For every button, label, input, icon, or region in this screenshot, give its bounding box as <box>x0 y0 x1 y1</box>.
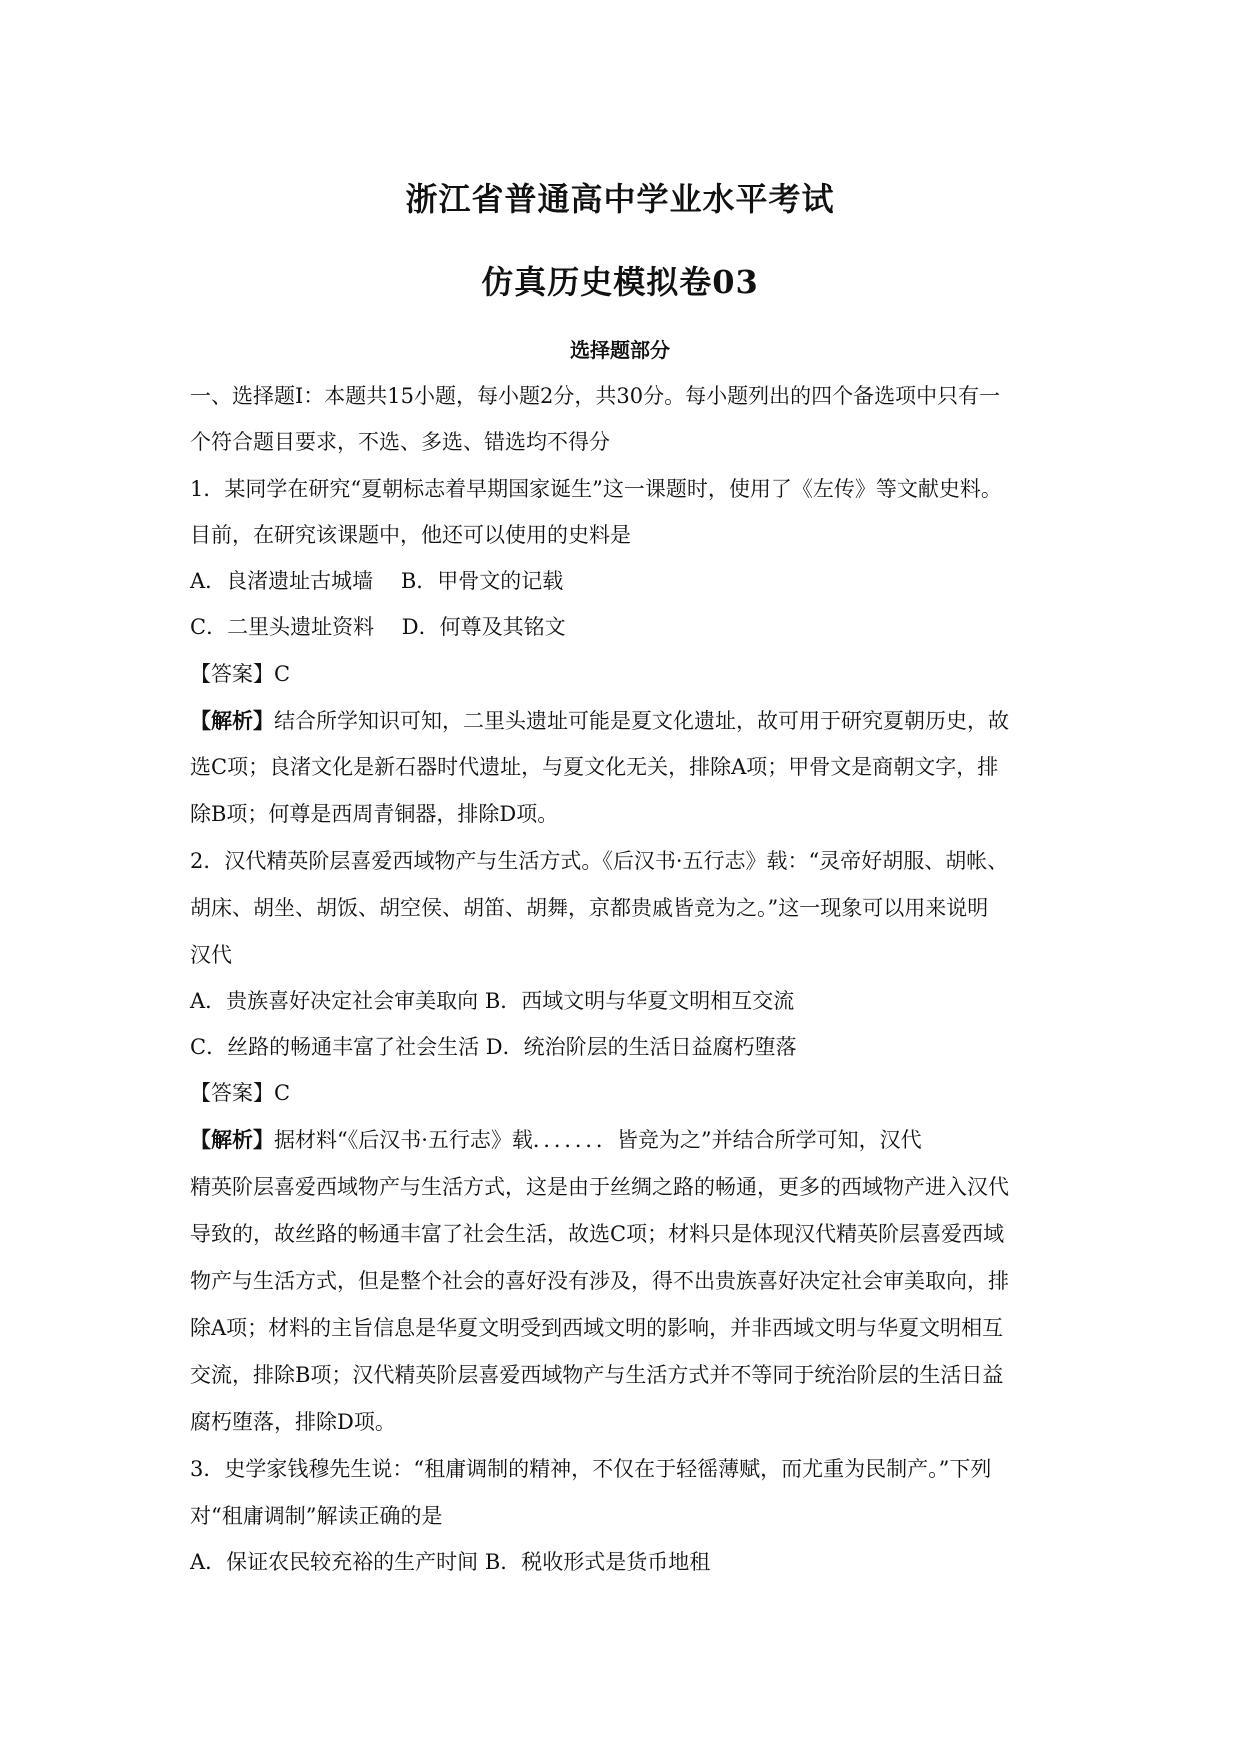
exam-title: 浙江省普通高中学业水平考试 <box>405 180 835 218</box>
analysis-text: 除B项；何尊是西周青铜器，排除D项。 <box>190 802 559 826</box>
answer-line <box>190 659 290 689</box>
question-stem: 2．汉代精英阶层喜爱西域物产与生活方式。《后汉书·五行志》载：“灵帝好胡服、胡帐、 <box>190 849 1009 873</box>
question-options: C．二里头遗址资料 D．何尊及其铭文 <box>190 615 566 639</box>
question-options: A．贵族喜好决定社会审美取向 B．西域文明与华夏文明相互交流 <box>190 989 795 1013</box>
question-stem: 对“租庸调制”解读正确的是 <box>190 1504 443 1528</box>
section-instruction: 一、选择题I：本题共15小题，每小题2分，共30分。每小题列出的四个备选项中只有一 <box>190 384 1001 408</box>
question-stem: 胡床、胡坐、胡饭、胡空侯、胡笛、胡舞，京都贵戚皆竞为之。”这一现象可以用来说明 <box>190 896 989 920</box>
question-options: C．丝路的畅通丰富了社会生活 D．统治阶层的生活日益腐朽堕落 <box>190 1035 797 1059</box>
question-stem: 汉代 <box>190 943 232 967</box>
question-stem: 目前，在研究该课题中，他还可以使用的史料是 <box>190 523 631 547</box>
section-instruction: 个符合题目要求，不选、多选、错选均不得分 <box>190 430 610 454</box>
analysis-text: 除A项；材料的主旨信息是华夏文明受到西域文明的影响，并非西域文明与华夏文明相互 <box>190 1316 1004 1340</box>
analysis-label: 【解析】 <box>190 1127 274 1152</box>
answer-label: 【答案】 <box>190 662 274 686</box>
section-title: 选择题部分 <box>570 338 670 362</box>
answer-line <box>190 1078 290 1108</box>
analysis-text: 导致的，故丝路的畅通丰富了社会生活，故选C项；材料只是体现汉代精英阶层喜爱西域 <box>190 1222 1005 1246</box>
analysis-text: 选C项；良渚文化是新石器时代遗址，与夏文化无关，排除A项；甲骨文是商朝文字，排 <box>190 755 999 779</box>
question-stem: 1．某同学在研究“夏朝标志着早期国家诞生”这一课题时，使用了《左传》等文献史料。 <box>190 477 1002 501</box>
answer-label: 【答案】 <box>190 1081 274 1105</box>
analysis-line <box>190 1125 922 1155</box>
question-options: A．保证农民较充裕的生产时间 B．税收形式是货币地租 <box>190 1550 711 1574</box>
analysis-text: 精英阶层喜爱西域物产与生活方式，这是由于丝绸之路的畅通，更多的西域物产进入汉代 <box>190 1175 1009 1199</box>
analysis-line <box>190 706 1009 736</box>
question-stem: 3．史学家钱穆先生说：“租庸调制的精神，不仅在于轻徭薄赋，而尤重为民制产。”下列 <box>190 1457 992 1481</box>
analysis-text: 交流，排除B项；汉代精英阶层喜爱西域物产与生活方式并不等同于统治阶层的生活日益 <box>190 1363 1004 1387</box>
answer-value: C <box>274 1081 291 1105</box>
answer-value: C <box>274 662 291 686</box>
question-options: A．良渚遗址古城墙 B．甲骨文的记载 <box>190 569 564 593</box>
exam-subtitle: 仿真历史模拟卷03 <box>481 263 759 301</box>
analysis-label: 【解析】 <box>190 708 274 733</box>
analysis-text: 物产与生活方式，但是整个社会的喜好没有涉及，得不出贵族喜好决定社会审美取向，排 <box>190 1269 1009 1293</box>
analysis-text: 腐朽堕落，排除D项。 <box>190 1410 396 1434</box>
analysis-text: 结合所学知识可知，二里头遗址可能是夏文化遗址，故可用于研究夏朝历史，故 <box>274 709 1009 733</box>
analysis-text: 据材料“《后汉书·五行志》载．．．．．．．皆竞为之”并结合所学可知，汉代 <box>274 1128 922 1152</box>
